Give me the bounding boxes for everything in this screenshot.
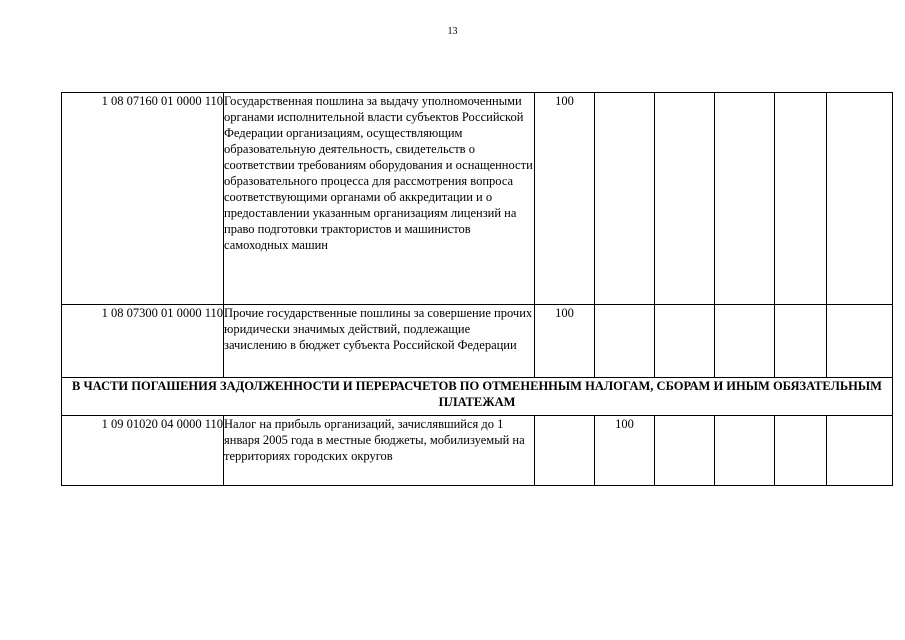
value-cell [775,93,827,305]
row-code: 1 08 07160 01 0000 110 [62,93,224,305]
row-code: 1 09 01020 04 0000 110 [62,416,224,486]
value-cell [775,305,827,378]
table-row [62,93,893,305]
value-cell [715,416,775,486]
value-cell [715,305,775,378]
value-cell: 100 [595,416,655,486]
value-cell [827,93,893,305]
value-cell: 100 [535,305,595,378]
value-cell [595,93,655,305]
row-description: Налог на прибыль организаций, зачислявшийся до 1 января 2005 года в местные бюджеты, мобилизуемый на территориях городских округов [224,416,535,486]
value-cell [827,305,893,378]
section-row [62,378,893,416]
page-number: 13 [447,26,458,37]
value-cell [535,416,595,486]
value-cell [775,416,827,486]
value-cell [655,93,715,305]
table-row [62,305,893,378]
value-cell [827,416,893,486]
row-description: Прочие государственные пошлины за совершение прочих юридически значимых действий, подлежащие зачислению в бюджет субъекта Российской Федерации [224,305,535,378]
value-cell [595,305,655,378]
value-cell [655,305,715,378]
section-heading: В ЧАСТИ ПОГАШЕНИЯ ЗАДОЛЖЕННОСТИ И ПЕРЕРАСЧЕТОВ ПО ОТМЕНЕННЫМ НАЛОГАМ, СБОРАМ И ИНЫМ ОБЯЗАТЕЛЬНЫМ ПЛАТЕЖАМ [62,378,893,416]
table-row [62,416,893,486]
value-cell [655,416,715,486]
row-description: Государственная пошлина за выдачу уполномоченными органами исполнительной власти субъектов Российской Федерации организациям, осуществляющим образовательную деятельность, свидетельств о соответствии требованиям оборудования и оснащенности образовательного процесса для рассмотрения вопроса соответствующими органами об аккредитации и о предоставлении указанным организациям лицензий на право подготовки трактористов и машинистов самоходных машин [224,93,535,305]
value-cell: 100 [535,93,595,305]
revenue-table [61,92,893,486]
row-code: 1 08 07300 01 0000 110 [62,305,224,378]
value-cell [715,93,775,305]
